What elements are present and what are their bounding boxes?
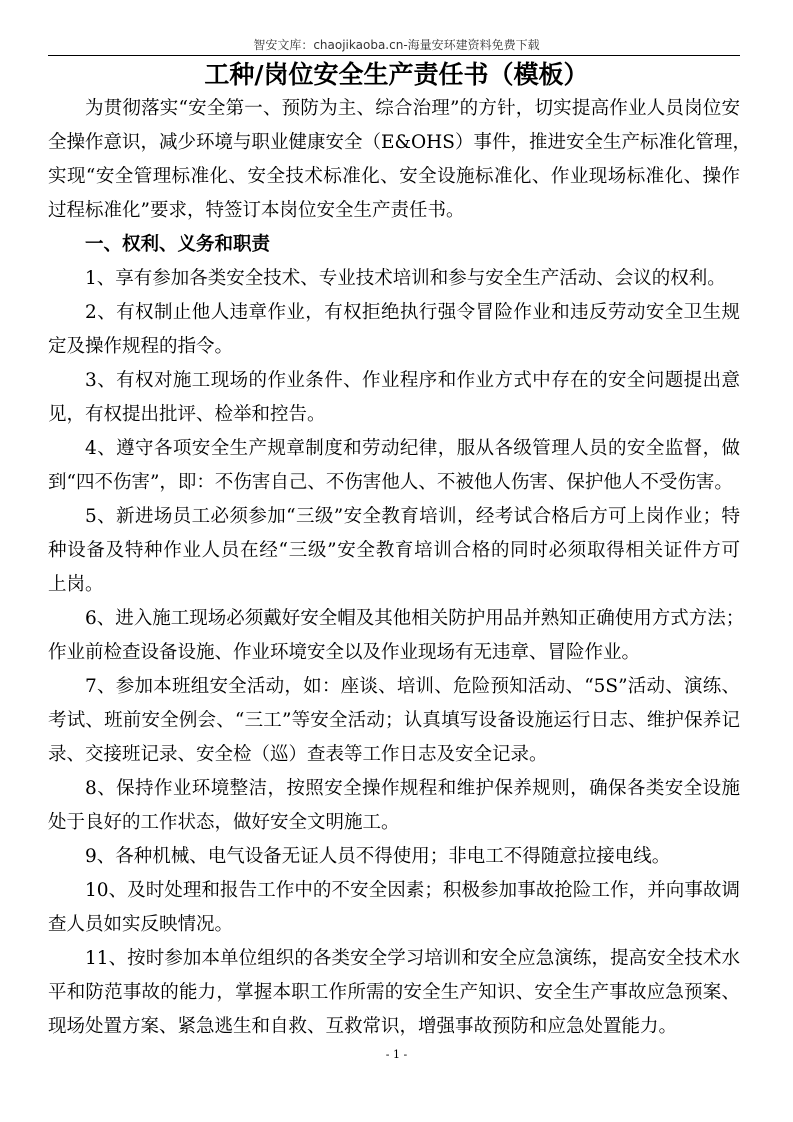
paragraph-line: 5、新进场员工必须参加“三级”安全教育培训，经考试合格后方可上岗作业；特 [85, 506, 740, 527]
list-item [48, 296, 740, 364]
list-item [48, 772, 740, 840]
paragraph-line: 为贯彻落实“安全第一、预防为主、综合治理”的方针，切实提高作业人员岗位安 [85, 98, 740, 119]
paragraph-line: 见，有权提出批评、检举和控告。 [48, 404, 326, 425]
paragraph-line: 处于良好的工作状态，做好安全文明施工。 [48, 812, 400, 833]
paragraph-line: 到“四不伤害”，即：不伤害自己、不伤害他人、不被他人伤害、保护他人不受伤害。 [48, 472, 733, 493]
paragraph-line: 实现“安全管理标准化、安全技术标准化、安全设施标准化、作业现场标准化、操作 [48, 166, 740, 187]
section-heading: 一、权利、义务和职责 [85, 234, 271, 255]
list-item [48, 874, 740, 942]
paragraph-line: 种设备及特种作业人员在经“三级”安全教育培训合格的同时必须取得相关证件方可 [48, 540, 740, 561]
item-list [48, 262, 745, 1044]
paragraph-line: 查人员如实反映情况。 [48, 914, 234, 935]
list-item [48, 942, 740, 1044]
intro-paragraph [48, 92, 751, 228]
paragraph-line: 平和防范事故的能力，掌握本职工作所需的安全生产知识、安全生产事故应急预案、 [48, 982, 740, 1003]
paragraph-line: 3、有权对施工现场的作业条件、作业程序和作业方式中存在的安全问题提出意 [85, 370, 740, 391]
paragraph-line: 7、参加本班组安全活动，如：座谈、培训、危险预知活动、“5S”活动、演练、 [85, 676, 740, 697]
paragraph-line: 录、交接班记录、安全检（巡）查表等工作日志及安全记录。 [48, 744, 548, 765]
paragraph-line: 9、各种机械、电气设备无证人员不得使用；非电工不得随意拉接电线。 [85, 846, 671, 867]
page-header: 智安文库：chaojikaoba.cn-海量安环建资料免费下载 [253, 38, 540, 52]
paragraph-line: 现场处置方案、紧急逃生和自救、互救常识，增强事故预防和应急处置能力。 [48, 1016, 678, 1037]
list-item [48, 670, 740, 772]
list-item [48, 602, 745, 670]
list-item [48, 432, 740, 500]
list-item [48, 500, 740, 602]
list-item [48, 262, 740, 296]
paragraph-line: 作业前检查设备设施、作业环境安全以及作业现场有无违章、冒险作业。 [48, 642, 641, 663]
paragraph-line: 6、进入施工现场必须戴好安全帽及其他相关防护用品并熟知正确使用方式方法； [85, 608, 745, 629]
document-body [48, 92, 751, 1044]
paragraph-line: 11、按时参加本单位组织的各类安全学习培训和安全应急演练，提高安全技术水 [85, 948, 740, 969]
paragraph-line: 1、享有参加各类安全技术、专业技术培训和参与安全生产活动、会议的权利。 [85, 268, 726, 289]
paragraph-line: 2、有权制止他人违章作业，有权拒绝执行强令冒险作业和违反劳动安全卫生规 [85, 302, 740, 323]
paragraph-line: 10、及时处理和报告工作中的不安全因素；积极参加事故抢险工作，并向事故调 [85, 880, 740, 901]
paragraph-line: 考试、班前安全例会、“三工”等安全活动；认真填写设备设施运行日志、维护保养记 [48, 710, 740, 731]
header-rule [48, 55, 740, 56]
paragraph-line: 全操作意识，减少环境与职业健康安全（E&OHS）事件，推进安全生产标准化管理， [48, 132, 751, 153]
page-number: - 1 - [385, 1048, 408, 1061]
list-item [48, 364, 740, 432]
paragraph-line: 8、保持作业环境整洁，按照安全操作规程和维护保养规则，确保各类安全设施 [85, 778, 740, 799]
document-title: 工种/岗位安全生产责任书（模板） [204, 60, 589, 89]
paragraph-line: 过程标准化”要求，特签订本岗位安全生产责任书。 [48, 200, 465, 221]
paragraph-line: 4、遵守各项安全生产规章制度和劳动纪律，服从各级管理人员的安全监督，做 [85, 438, 740, 459]
paragraph-line: 定及操作规程的指令。 [48, 336, 234, 357]
list-item [48, 840, 740, 874]
paragraph-line: 上岗。 [48, 574, 104, 595]
